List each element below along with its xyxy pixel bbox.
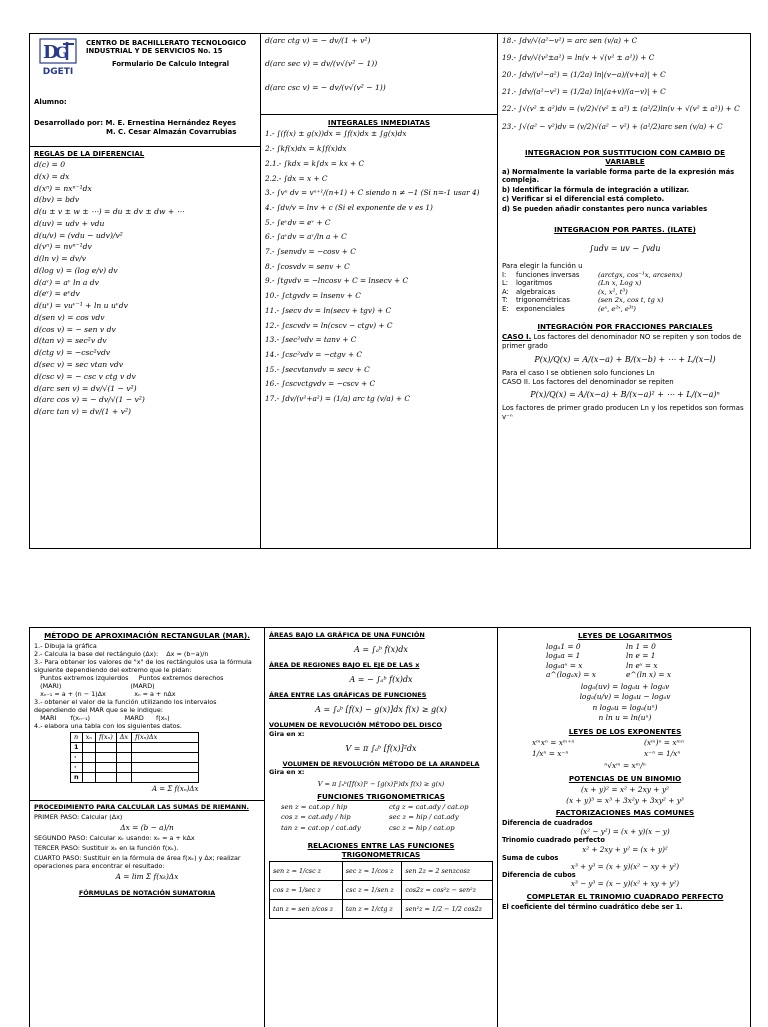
mar-table-index: · [71,753,83,763]
riemann-step: Δx = (b − a)/n [120,822,174,832]
mar-step: xₙ₋₁ = a + (n − 1)Δx xₙ = a + nΔx [34,690,176,698]
immediate-integral: 14.- ∫csc²vdv = −ctgv + C [265,350,362,359]
mar-table-header: Δx [116,733,131,743]
exp-row [502,738,748,747]
washer-formula: V = π ∫ₐᵇ([f(x)]² − [g(x)]²)dx f(x) ≥ g(x) [317,779,445,788]
ilate-letter: E: [502,304,509,313]
by-parts-formula: ∫udv = uv − ∫vdu [589,244,661,254]
trig-function: tan z = cat.op / cat.ady [281,823,361,832]
mar-table-cell [82,763,95,773]
ilate-letter: I: [502,270,507,279]
mar-table-cell [132,753,199,763]
immediate-integral: 12.- ∫cscvdv = ln(cscv − ctgv) + C [265,320,393,330]
factor-title: FACTORIZACIONES MAS COMUNES [555,808,695,818]
ilate-item [502,288,748,296]
immediate-integral: 15.- ∫secvtanvdv = secv + C [265,364,370,374]
mar-step: 1.- Dibuja la gráfica [34,642,97,650]
ilate-letter: A: [502,287,509,296]
immediate-integral: 2.2.- ∫dx = x + C [265,173,328,183]
mar-table-cell [95,763,116,773]
trinomial-title: COMPLETAR EL TRINOMIO CUADRADO PERFECTO [526,892,724,902]
regions-formula: A = − ∫ₐᵇ f(x)dx [349,675,413,685]
by-parts-intro: Para elegir la función u [502,262,583,271]
relations-title: RELACIONES ENTRE LAS FUNCIONES TRIGONOMETRICAS [307,841,455,860]
relations-cell: sec z = 1/cos z [342,862,402,881]
substitution-step: c) Verificar si el diferencial está completo. [502,195,665,204]
bottom-panel [29,627,751,1027]
areas-formula: A = ∫ₐᵇ f(x)dx [354,645,408,655]
trig-function: sec z = hip / cat.ady [389,813,459,822]
relations-row [270,881,493,900]
diff-rule: d(arc tan v) = dv/(1 + v²) [34,407,131,417]
immediate-integrals-list [265,129,493,403]
mar-table-index: n [71,773,83,783]
bottom-right-column [498,628,751,1027]
mar-step: 3.- Para obtener los valores de "x" de los rectángulos usa la fórmula siguiente dependiendo del extremo que le pidan: [34,658,254,674]
log-row [502,651,748,660]
ilate-example: (x, x², t³) [598,287,628,296]
by-parts-title: INTEGRACION POR PARTES. (ILATE) [554,225,696,235]
diff-rule: d(uᵛ) = vuᵛ⁻¹ + ln u uᵛdv [34,301,128,311]
immediate-integral: 5.- ∫eᵛdv = eᵛ + C [265,217,331,227]
riemann-step: PRIMER PASO: Calcular (Δx) [34,812,123,821]
riemann-step: TERCER PASO: Sustituir xₖ en la función f(xₖ). [34,844,179,852]
exp-laws [502,738,748,759]
relations-cell: cos2z = cos²z − sen²z [402,881,493,900]
ilate-letter: L: [502,279,509,288]
diff-rules-title: REGLAS DE LA DIFERENCIAL [34,150,145,159]
log-law: logₐa = 1 [546,651,581,661]
bottom-left-column [30,628,264,1027]
integral-formula: 21.- ∫dv/(a²−v²) = (1/2a) ln|(a+v)/(a−v)| + C [502,87,666,97]
ilate-item [502,296,748,304]
top-left-column [30,34,260,548]
ilate-type: funciones inversas [516,270,580,279]
log-law: ln e = 1 [626,651,656,661]
mar-table-cell [132,743,199,753]
svg-text:G: G [55,43,69,62]
bottom-middle-column [265,628,497,1027]
factor-name: Diferencia de cubos [502,870,576,879]
log-laws [502,642,748,679]
log-laws-2 [502,682,748,722]
mar-step: (MARI) (MARD) [34,682,155,690]
immediate-integral: 1.- ∫(f(x) ± g(x))dx = ∫f(x)dx ± ∫g(x)dx [265,129,407,139]
ilate-item [502,305,748,313]
integral-formula: 20.- ∫dv/(v²−a²) = (1/2a) ln|(v−a)/(v+a)| + C [502,70,666,80]
substitution-title: INTEGRACION POR SUSTITUCION CON CAMBIO DE VARIABLE [524,147,726,166]
substitution-step: d) Se pueden añadir constantes pero nunca variables [502,204,708,213]
relations-cell: sen z = 1/csc z [270,862,343,881]
diff-rule: d(ctg v) = −csc²vdv [34,348,111,358]
diff-rule: d(u ± v ± w ± ⋯) = du ± dv ± dw + ⋯ [34,207,185,217]
riemann-step: A = lim Σ f(xₖ)Δx [115,872,179,881]
arc-rule: d(arc csc v) = − dv/(v√(v² − 1)) [265,82,386,92]
dev-label: Desarrollado por: [34,118,104,127]
immediate-integral: 3.- ∫vⁿ dv = vⁿ⁺¹/(n+1) + C siendo n ≠ −1 (Si n=-1 usar 4) [265,188,480,198]
exp-root: ⁿ√xᵐ = xᵐ/ⁿ [604,760,646,770]
log-law: n ln u = ln(uⁿ) [598,712,652,722]
mar-table-row [71,763,199,773]
immediate-integrals-title: INTEGRALES INMEDIATAS [327,118,431,128]
mar-step: Puntos extremos izquierdos Puntos extremos derechos [34,674,224,682]
relations-cell: csc z = 1/sen z [342,881,402,900]
relations-cell: tan z = 1/ctg z [342,900,402,919]
ilate-example: (arctgx, cos⁻¹x, arcsenx) [598,270,683,279]
washer-title: VOLUMEN DE REVOLUCIÓN MÉTODO DE LA ARANDELA [282,759,480,768]
exp-law: 1/xⁿ = x⁻ⁿ [532,749,569,759]
doc-title: Formulario De Calculo Integral [112,60,230,68]
binomial-title: POTENCIAS DE UN BINOMIO [568,773,682,783]
substitution-step: b) Identificar la fórmula de integración a utilizar. [502,185,690,194]
log-law: ln 1 = 0 [626,642,656,651]
diff-rule: d(vⁿ) = nvⁿ⁻¹dv [34,242,92,252]
diff-rule: d(sec v) = sec vtan vdv [34,360,123,370]
riemann-title: PROCEDIMIENTO PARA CALCULAR LAS SUMAS DE RIEMANN. [34,802,249,811]
mar-table-cell [132,763,199,773]
mar-title: MÉTODO DE APROXIMACIÓN RECTANGULAR (MAR). [44,631,250,640]
mar-table-cell [116,763,131,773]
integral-formula: 18.- ∫dv/√(a²−v²) = arc sen (v/a) + C [502,36,638,45]
caso1-note: Para el caso I se obtienen solo funciones Ln [502,368,655,377]
disk-gira: Gira en x: [269,729,305,738]
partial-fractions-title: INTEGRACIÓN POR FRACCIONES PARCIALES [537,322,713,332]
ilate-example: (Ln x, Log x) [598,279,642,288]
integral-formula: 19.- ∫dv/√(v²±a²) = ln(v + √(v² ± a²)) + C [502,53,655,63]
mar-table-row [71,753,199,763]
ilate-type: exponenciales [516,304,565,313]
dgeti-logo [36,38,80,78]
author-2: M. C. Cesar Almazán Covarrubias [106,127,237,136]
diff-rule: d(uv) = udv + vdu [34,218,105,228]
mar-table-index: · [71,763,83,773]
mar-step: 4.- elabora una tabla con los siguientes datos. [34,722,182,730]
integral-formula: 23.- ∫√(a² − v²)dv = (v/2)√(a² − v²) + (a²/2)arc sen (v/a) + C [502,121,723,131]
exp-laws-title: LEYES DE LOS EXPONENTES [568,727,682,736]
mar-table-header: xₙ [82,733,95,743]
factor-formula: x³ − y³ = (x − y)(x² + xy + y²) [570,879,680,889]
relations-row [270,900,493,919]
diff-rule: d(eᵛ) = eᵛdv [34,289,80,299]
dgeti-logo-icon [39,38,77,64]
relations-cell: sen 2z = 2 senzcosz [402,862,493,881]
caso2-text: CASO II. Los factores del denominador se repiten [502,377,674,386]
ilate-example: (sen 2x, cos t, tg x) [598,296,664,305]
diff-rule: d(u/v) = (vdu − udv)/v² [34,230,123,240]
trig-row [269,813,493,821]
trig-function: ctg z = cat.ady / cat.op [389,803,469,811]
immediate-integral: 8.- ∫cosvdv = senv + C [265,261,350,271]
exp-row [502,749,748,758]
factor-formula: x² + 2xy + y² = (x + y)² [582,844,668,854]
svg-text:D: D [43,42,59,63]
ilate-example: (eˣ, e²ˣ, e³ᵗ) [598,304,636,313]
immediate-integral: 13.- ∫sec²vdv = tanv + C [265,335,357,345]
diff-rule: d(csc v) = − csc v ctg v dv [34,371,136,381]
caso1-text: Los factores del denominador NO se repiten y son todos de primer grado [502,333,742,350]
mar-table-cell [132,773,199,783]
mar-table-cell [82,773,95,783]
log-law: ln eˣ = x [626,660,658,670]
log-law: n logₐu = logₐ(uⁿ) [592,702,658,712]
mar-table-cell [116,773,131,783]
exp-law: x⁻ⁿ = 1/xⁿ [644,749,681,759]
factor-formula: x³ + y³ = (x + y)(x² − xy + y²) [570,861,680,871]
mar-table-cell [95,753,116,763]
ilate-item [502,271,748,279]
diff-rule: d(arc cos v) = − dv/√(1 − v²) [34,395,145,405]
disk-formula: V = π ∫ₐᵇ [f(x)]²dx [345,743,417,753]
log-law: logₐ(u/v) = logₐu − logₐv [579,692,671,702]
immediate-integral: 7.- ∫senvdv = −cosv + C [265,247,356,257]
washer-gira: Gira en x: [269,767,305,776]
diff-rule: d(cos v) = − sen v dv [34,324,116,334]
log-law: e^(ln x) = x [626,669,672,679]
mar-table [70,732,199,783]
school-name: CENTRO DE BACHILLERATO TECNOLOGICO INDUSTRIAL Y DE SERVICIOS No. 15 [86,39,247,56]
diff-rule: d(x) = dx [34,171,70,181]
mar-table-header: f(xₙ)Δx [132,733,199,743]
arc-rules-list [265,36,493,92]
between-formula: A = ∫ₐᵇ [f(x) − g(x)]dx f(x) ≥ g(x) [315,705,447,715]
mar-steps [34,642,260,730]
ilate-item [502,279,748,287]
diff-rule: d(ln v) = dv/v [34,254,86,264]
exp-law: xᵐxⁿ = xᵐ⁺ⁿ [532,738,575,747]
areas-title: ÁREAS BAJO LA GRÁFICA DE UNA FUNCIÓN [269,631,425,639]
log-law: logₐaˣ = x [546,660,583,670]
disk-title: VOLUMEN DE REVOLUCIÓN MÉTODO DEL DISCO [269,721,442,730]
caso2-formula: P(x)/Q(x) = A/(x−a) + B/(x−a)² + ⋯ + L/(x−a)ⁿ [530,390,720,400]
diff-rules-list [34,159,256,418]
relations-table [269,861,493,919]
top-middle-column [261,34,497,548]
mar-table-cell [95,743,116,753]
relations-cell: tan z = sen z/cos z [270,900,343,919]
integrals-18-23-list [502,36,748,131]
mar-table-header: n [71,733,83,743]
diff-rule: d(xⁿ) = nxⁿ⁻¹dx [34,183,92,193]
logo-text: DGETI [42,66,74,77]
diff-rule: d(arc sen v) = dv/√(1 − v²) [34,383,137,393]
diff-rule: d(sen v) = cos vdv [34,312,105,322]
mar-step: MARI f(xₙ₋₁) MARD f(xₙ) [34,714,170,722]
immediate-integral: 17.- ∫dv/(v²+a²) = (1/a) arc tg (v/a) + C [265,394,410,404]
diff-rule: d(log v) = (log e/v) dv [34,265,118,275]
arc-rule: d(arc sec v) = dv/(v√(v² − 1)) [265,59,378,69]
immediate-integral: 2.1.- ∫kdx = k∫dx = kx + C [265,158,365,168]
trig-row [269,824,493,832]
mar-step: 3.- obtener el valor de la función utilizando los intervalos dependiendo del MAR que se le indique: [34,698,219,714]
factor-name: Trinomio cuadrado perfecto [502,836,605,845]
immediate-integral: 11.- ∫secv dv = ln(secv + tgv) + C [265,305,392,315]
factor-name: Suma de cubos [502,853,559,862]
mar-table-cell [82,753,95,763]
factor-name: Diferencia de cuadrados [502,819,593,828]
header [34,36,256,96]
ilate-type: algebraicas [516,287,556,296]
immediate-integral: 9.- ∫tgvdv = −lncosv + C = lnsecv + C [265,276,409,286]
between-title: ÁREA ENTRE LAS GRÁFICAS DE FUNCIONES [269,691,427,700]
factorizations [502,819,748,888]
trig-function: sen z = cat.op / hip [281,803,348,811]
top-panel [29,33,751,549]
factor-formula: (x² − y²) = (x + y)(x − y) [580,827,670,837]
caso1-label: CASO I. [502,333,532,342]
ilate-letter: T: [502,296,508,305]
caso1-formula: P(x)/Q(x) = A/(x−a) + B/(x−b) + ⋯ + L/(x−l) [534,354,716,364]
relations-row [270,862,493,881]
diff-rule: d(aᵛ) = aᵛ ln a dv [34,277,99,287]
author-1: M. E. Ernestina Hernández Reyes [105,118,237,127]
substitution-step: a) Normalmente la variable forma parte de la expresión más compleja. [502,167,735,185]
riemann-steps [34,813,260,882]
log-row [502,642,748,651]
log-row [502,670,748,679]
riemann-step: SEGUNDO PASO: Calcular xₖ usando: xₖ = a + kΔx [34,834,195,842]
binomial-power: (x + y)³ = x³ + 3x²y + 3xy² + y³ [566,796,684,805]
log-law: a^(logₐx) = x [546,669,596,679]
exp-law: (xᵐ)ⁿ = xᵐⁿ [644,738,685,747]
mar-table-row [71,743,199,753]
relations-cell: sen²z = 1/2 − 1/2 cos2z [402,900,493,919]
ilate-list [502,271,748,313]
trinomial-text: El coeficiente del término cuadrático debe ser 1. [502,903,683,912]
relations-cell: cos z = 1/sec z [270,881,343,900]
mar-table-cell [95,773,116,783]
log-row [502,661,748,670]
trig-row [269,803,493,811]
top-right-column [498,34,751,548]
immediate-integral: 10.- ∫ctgvdv = lnsenv + C [265,291,361,301]
trig-title: FUNCIONES TRIGONOMETRICAS [317,792,445,801]
mar-table-index: 1 [71,743,83,753]
binomial-powers [502,785,748,806]
summation-title: FÓRMULAS DE NOTACIÓN SUMATORIA [78,889,216,898]
mar-table-cell [116,743,131,753]
integral-formula: 22.- ∫√(v² ± a²)dv = (v/2)√(v² ± a²) ± (a²/2)ln(v + √(v² ± a²)) + C [502,104,740,114]
ilate-type: trigonométricas [516,296,570,305]
diff-rule: d(bv) = bdv [34,195,80,205]
trig-function: cos z = cat.ady / hip [281,813,351,822]
regions-title: ÁREA DE REGIONES BAJO EL EJE DE LAS x [269,661,420,670]
immediate-integral: 16.- ∫cscvctgvdv = −cscv + C [265,379,376,389]
log-law: logₐ1 = 0 [546,642,581,651]
immediate-integral: 6.- ∫aᵛdv = aᵛ/ln a + C [265,232,347,242]
diff-rule: d(tan v) = sec²v dv [34,336,107,346]
binomial-power: (x + y)² = x² + 2xy + y² [581,784,669,794]
mar-table-row [71,773,199,783]
alumno-label: Alumno: [34,98,67,106]
mar-table-header: f(xₙ) [95,733,116,743]
immediate-integral: 4.- ∫dv/v = lnv + c (Si el exponente de v es 1) [265,202,433,212]
mar-sum: A = Σ f(xₙ)Δx [152,785,199,793]
caso2-note: Los factores de primer grado producen Ln y los repetidos son formas v⁻ⁿ [502,404,744,421]
caso1 [502,333,748,351]
substitution-steps [502,168,748,213]
mar-table-cell [82,743,95,753]
log-law: logₐ(uv) = logₐu + logₐv [580,682,670,691]
riemann-step: CUARTO PASO: Sustituir en la fórmula de área f(xₖ) y Δx; realizar operaciones para encontrar el resultado: [34,854,241,870]
log-laws-title: LEYES DE LOGARITMOS [577,631,673,640]
immediate-integral: 2.- ∫kf(x)dx = k∫f(x)dx [265,144,347,154]
mar-step: 2.- Calcula la base del rectángulo (Δx): Δx = (b−a)/n [34,650,209,658]
trig-functions [269,803,493,832]
trig-function: csc z = hip / cat.op [389,823,455,832]
diff-rule: d(c) = 0 [34,160,66,169]
ilate-type: logaritmos [516,279,553,288]
arc-rule: d(arc ctg v) = − dv/(1 + v²) [265,36,371,45]
mar-table-cell [116,753,131,763]
